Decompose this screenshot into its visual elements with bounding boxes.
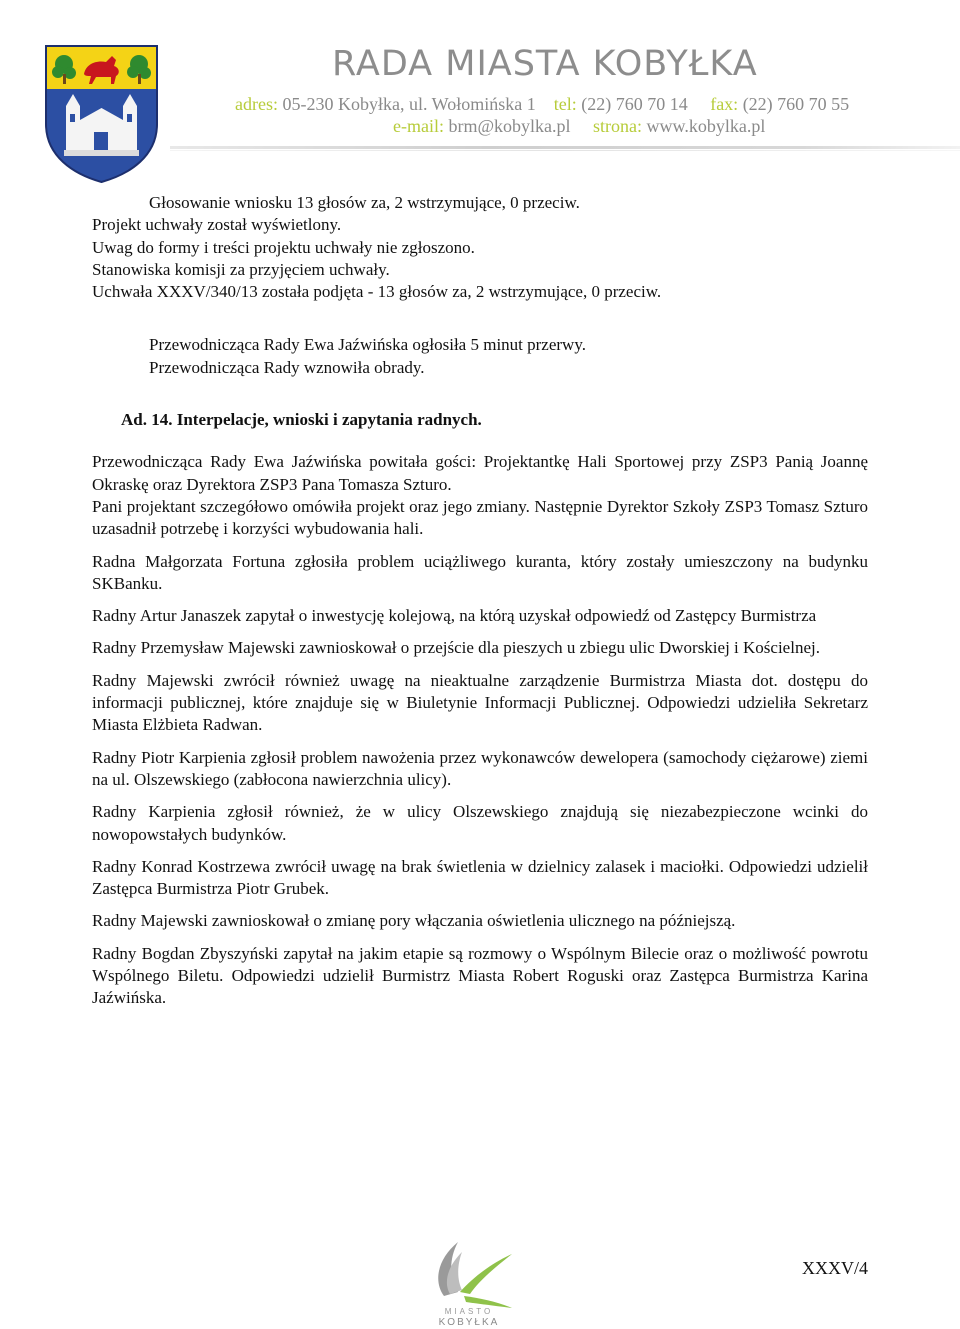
paragraph: Radna Małgorzata Fortuna zgłosiła problem uciążliwego kuranta, który zostały umieszczony na budynku SKBanku.: [92, 551, 868, 593]
section-heading: Ad. 14. Interpelacje, wnioski i zapytania radnych.: [121, 410, 482, 430]
fax-value: (22) 760 70 55: [742, 94, 850, 114]
paragraph: Przewodnicząca Rady Ewa Jaźwińska ogłosiła 5 minut przerwy.: [149, 335, 586, 355]
page-number: XXXV/4: [802, 1258, 868, 1278]
paragraph: Radny Przemysław Majewski zawnioskował o przejście dla pieszych u zbiegu ulic Dworskiej i Kościelnej.: [92, 638, 820, 658]
paragraph: Radny Majewski zwrócił również uwagę na nieaktualne zarządzenie Burmistrza Miasta dot. dostępu do informacji publicznej, które znajduje się w Biuletynie Informacji Publicznej. Odpowiedzi udzieliła Sekretarz Miasta Elżbieta Radwan.: [92, 670, 868, 735]
email-value[interactable]: brm@kobylka.pl: [448, 116, 571, 136]
contact-line-address: [235, 94, 849, 115]
header-divider: [170, 146, 960, 149]
email-label: e-mail:: [393, 116, 444, 136]
paragraph: Radny Karpienia zgłosił również, że w ulicy Olszewskiego znajdują się niezabezpieczone wcinki do nowopowstałych budynków.: [92, 802, 868, 844]
paragraph: Radny Artur Janaszek zapytał o inwestycję kolejową, na którą uzyskał odpowiedź od Zastępcy Burmistrza: [92, 606, 817, 626]
paragraph: Przewodnicząca Rady Ewa Jaźwińska powitała gości: Projektantkę Hali Sportowej przy ZSP3 Panią Joannę Okraskę oraz Dyrektora ZSP3 Pana Tomasza Szturo.: [92, 452, 868, 494]
paragraph: Uwag do formy i treści projektu uchwały nie zgłoszono.: [92, 237, 475, 257]
tel-value: (22) 760 70 14: [581, 94, 688, 114]
paragraph: Radny Bogdan Zbyszyński zapytał na jakim etapie są rozmowy o Wspólnym Bilecie oraz o możliwość powrotu Wspólnego Biletu. Odpowiedzi udzielił Burmistrz Miasta Robert Roguski oraz Zastępca Burmistrza Karina Jaźwińska.: [92, 943, 868, 1008]
council-title: RADA MIASTA KOBYŁKA: [332, 44, 758, 84]
resolution-paragraph: Uchwała XXXV/340/13 została podjęta - 13 głosów za, 2 wstrzymujące, 0 przeciw.: [92, 282, 662, 302]
web-value[interactable]: www.kobylka.pl: [646, 116, 766, 136]
paragraph: Radny Majewski zawnioskował o zmianę pory włączania oświetlenia ulicznego na późniejszą.: [92, 911, 736, 931]
city-coat-of-arms-icon: [44, 44, 159, 184]
paragraph: Przewodnicząca Rady wznowiła obrady.: [149, 357, 425, 377]
address-label: adres:: [235, 94, 278, 114]
header-divider-shadow: [170, 150, 960, 151]
logo-text-line2: KOBYŁKA: [438, 1317, 500, 1328]
paragraph: Projekt uchwały został wyświetlony.: [92, 215, 342, 235]
miasto-kobylka-logo-icon: [414, 1238, 524, 1328]
letterhead: [0, 0, 960, 180]
paragraph: Radny Konrad Kostrzewa zwrócił uwagę na brak świetlenia w dzielnicy zalasek i maciołki. Odpowiedzi udzielił Zastępca Burmistrza Piotr Grubek.: [92, 856, 868, 899]
vote-result-paragraph: Głosowanie wniosku 13 głosów za, 2 wstrzymujące, 0 przeciw.: [149, 193, 580, 212]
contact-line-email: [393, 116, 765, 137]
tel-label: tel:: [553, 94, 577, 114]
paragraph: Radny Piotr Karpienia zgłosił problem nawożenia przez wykonawców dewelopera (samochody ciężarowe) ziemi na ul. Olszewskiego (zabłocona nawierzchnia ulicy).: [92, 747, 868, 789]
paragraph: Stanowiska komisji za przyjęciem uchwały.: [92, 259, 390, 279]
logo-text-line1: MIASTO: [444, 1307, 494, 1316]
document-body: [92, 192, 868, 1010]
paragraph: Pani projektant szczegółowo omówiła projekt oraz jego zmiany. Następnie Dyrektor Szkoły ZSP3 Tomasz Szturo uzasadnił potrzebę i korzyści wybudowania hali.: [92, 496, 868, 539]
fax-label: fax:: [710, 94, 739, 114]
web-label: strona:: [593, 116, 643, 136]
address-value: 05-230 Kobyłka, ul. Wołomińska 1: [282, 94, 536, 114]
